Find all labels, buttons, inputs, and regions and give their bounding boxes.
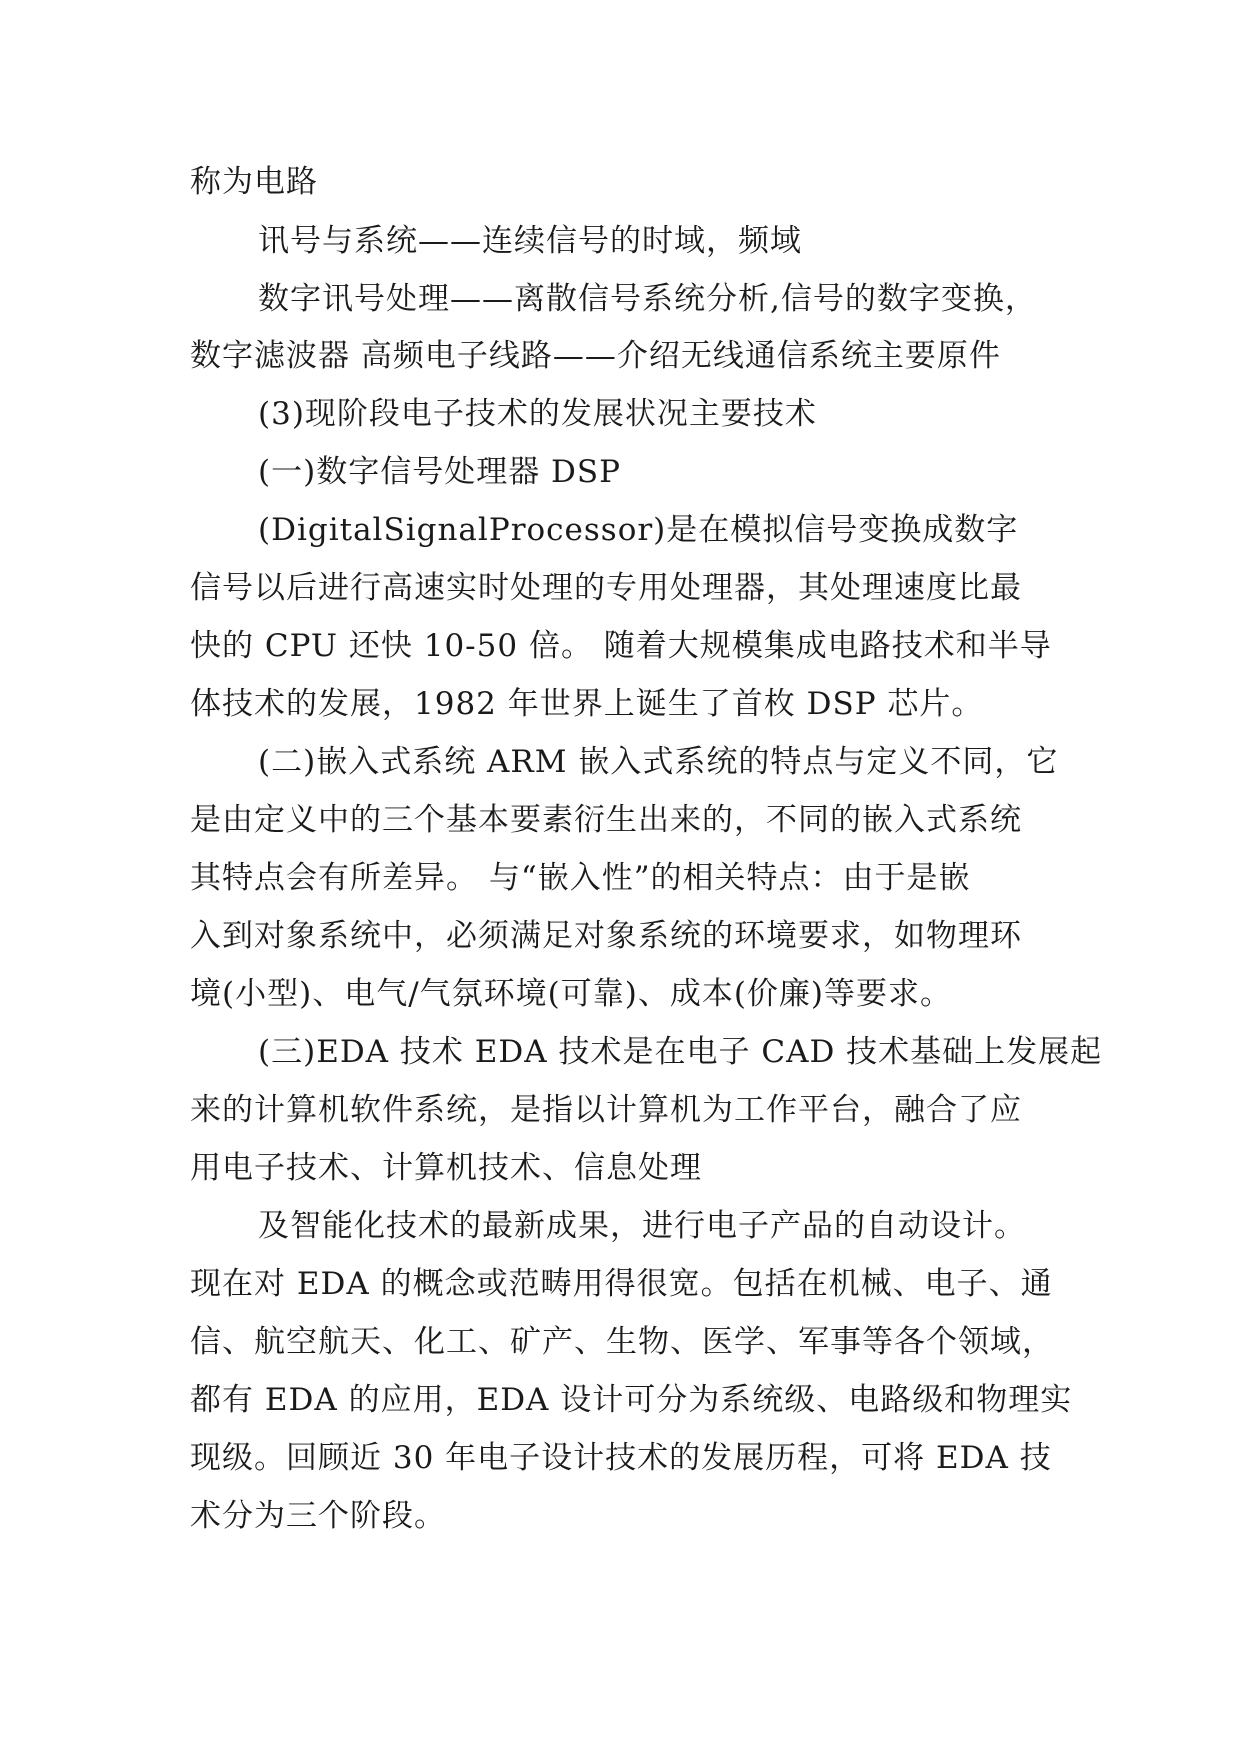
text-line-7: (DigitalSignalProcessor)是在模拟信号变换成数字 <box>258 512 1019 548</box>
text-line-13: 其特点会有所差异。 与“嵌入性”的相关特点：由于是嵌 <box>190 860 971 896</box>
text-line-14: 入到对象系统中，必须满足对象系统的环境要求，如物理环 <box>190 918 1022 954</box>
text-line-20: 现在对 EDA 的概念或范畴用得很宽。包括在机械、电子、通 <box>190 1266 1053 1302</box>
text-line-3: 数字讯号处理——离散信号系统分析,信号的数字变换， <box>258 281 1037 317</box>
text-line-19: 及智能化技术的最新成果，进行电子产品的自动设计。 <box>258 1208 1026 1244</box>
text-line-22: 都有 EDA 的应用，EDA 设计可分为系统级、电路级和物理实 <box>190 1382 1073 1418</box>
text-line-11: (二)嵌入式系统 ARM 嵌入式系统的特点与定义不同，它 <box>258 744 1059 780</box>
text-line-1: 称为电路 <box>190 164 318 200</box>
text-line-15: 境(小型)、电气/气氛环境(可靠)、成本(价廉)等要求。 <box>190 976 953 1012</box>
text-line-16: (三)EDA 技术 EDA 技术是在电子 CAD 技术基础上发展起 <box>258 1034 1103 1070</box>
text-line-23: 现级。回顾近 30 年电子设计技术的发展历程，可将 EDA 技 <box>190 1440 1052 1476</box>
text-line-4: 数字滤波器 高频电子线路——介绍无线通信系统主要原件 <box>190 338 1001 374</box>
text-line-8: 信号以后进行高速实时处理的专用处理器，其处理速度比最 <box>190 570 1022 606</box>
text-line-21: 信、航空航天、化工、矿产、生物、医学、军事等各个领域， <box>190 1324 1054 1360</box>
text-line-9: 快的 CPU 还快 10-50 倍。 随着大规模集成电路技术和半导 <box>190 628 1052 664</box>
text-line-5: (3)现阶段电子技术的发展状况主要技术 <box>258 396 817 432</box>
text-line-12: 是由定义中的三个基本要素衍生出来的，不同的嵌入式系统 <box>190 802 1022 838</box>
text-line-2: 讯号与系统——连续信号的时域，频域 <box>258 223 802 259</box>
text-line-17: 来的计算机软件系统，是指以计算机为工作平台，融合了应 <box>190 1092 1022 1128</box>
text-line-10: 体技术的发展，1982 年世界上诞生了首枚 DSP 芯片。 <box>190 686 984 722</box>
text-line-6: (一)数字信号处理器 DSP <box>258 454 621 490</box>
text-line-24: 术分为三个阶段。 <box>190 1498 446 1534</box>
text-line-18: 用电子技术、计算机技术、信息处理 <box>190 1150 702 1186</box>
